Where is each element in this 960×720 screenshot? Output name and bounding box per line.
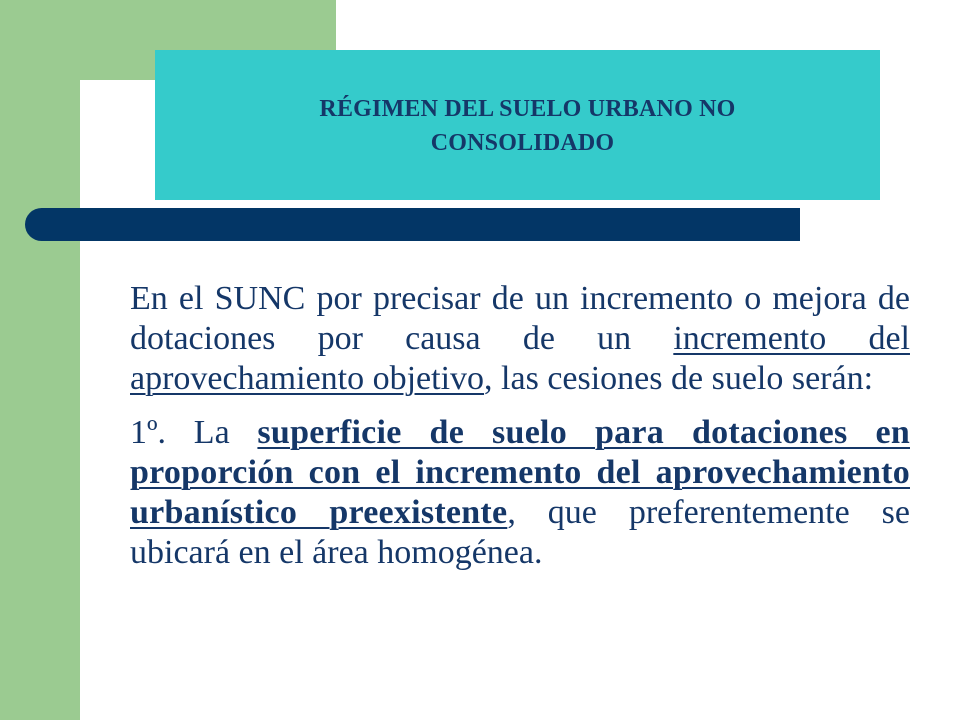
paragraph-1-underlined-phrase: incremento del aprovechamiento objetivo xyxy=(130,320,910,397)
body-text xyxy=(130,279,910,573)
title-line-1: RÉGIMEN DEL SUELO URBANO NO xyxy=(319,96,736,122)
paragraph-1 xyxy=(130,279,910,399)
title-box xyxy=(155,50,880,200)
paragraph-2-bold-underlined-phrase: superficie de suelo para dotaciones en proporción con el incremento del aprovechamiento urbanístico preexistente xyxy=(130,414,910,531)
title-underline-bar xyxy=(25,208,800,241)
paragraph-1-text: En el SUNC por precisar de un incremento o mejora de dotaciones por causa de un xyxy=(130,280,910,357)
paragraph-2 xyxy=(130,413,910,573)
title-line-2: CONSOLIDADO xyxy=(430,130,615,156)
left-green-band xyxy=(0,0,80,720)
paragraph-2-lead: 1º. La xyxy=(130,414,258,451)
paragraph-2-tail: , que preferentemente se ubicará en el área homogénea. xyxy=(130,494,910,571)
paragraph-1-tail: , las cesiones de suelo serán: xyxy=(484,360,874,397)
